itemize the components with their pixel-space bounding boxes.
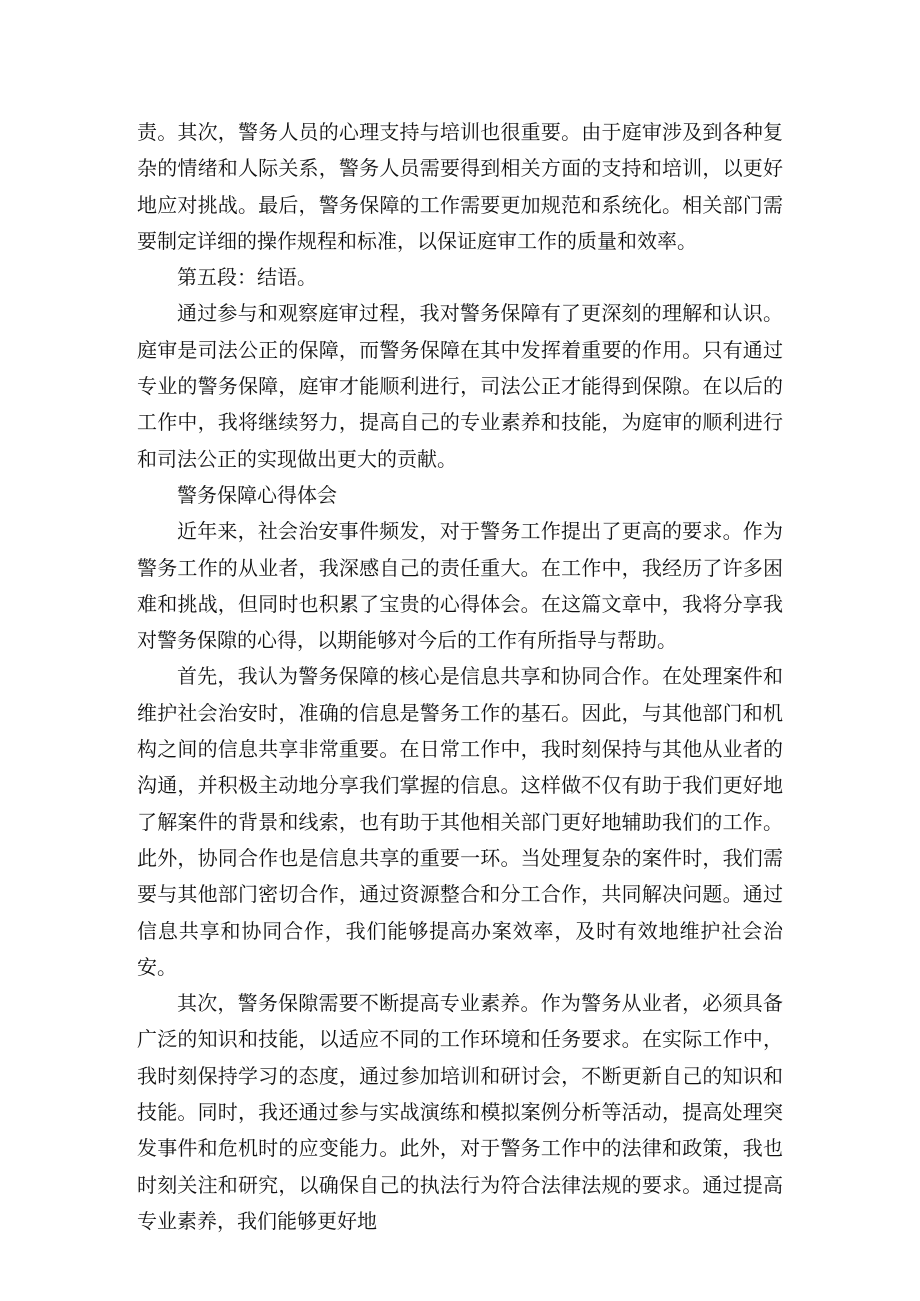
- document-body: [137, 114, 783, 1239]
- paragraph: 警务保障心得体会: [177, 482, 337, 507]
- paragraph: 其次，警务保隙需要不断提高专业素养。作为警务从业者，必须具备广泛的知识和技能，以适应不同的工作环境和任务要求。在实际工作中，我时刻保持学习的态度，通过参加培训和研讨会，不断更新自己的知识和技能。同时，我还通过参与实战演练和模拟案例分析等活动，提高处理突发事件和危机时的应变能力。此外，对于警务工作中的法律和政策，我也时刻关注和研究，以确保自己的执法行为符合法律法规的要求。通过提高专业素养，我们能够更好地: [137, 991, 783, 1233]
- paragraph: 责。其次，警务人员的心理支持与培训也很重要。由于庭审涉及到各种复杂的情绪和人际关系，警务人员需要得到相关方面的支持和培训，以更好地应对挑战。最后，警务保障的工作需要更加规范和系统化。相关部门需要制定详细的操作规程和标准，以保证庭审工作的质量和效率。: [137, 120, 783, 253]
- paragraph: 第五段：结语。: [177, 265, 317, 290]
- paragraph: 近年来，社会治安事件频发，对于警务工作提出了更高的要求。作为警务工作的从业者，我深感自己的责任重大。在工作中，我经历了许多困难和挑战，但同时也积累了宝贵的心得体会。在这篇文章中，我将分享我对警务保隙的心得，以期能够对今后的工作有所指导与帮助。: [137, 519, 783, 653]
- paragraph: 首先，我认为警务保障的核心是信息共享和协同合作。在处理案件和维护社会治安时，准确的信息是警务工作的基石。因此，与其他部门和机构之间的信息共享非常重要。在日常工作中，我时刻保持与其他从业者的沟通，并积极主动地分享我们掌握的信息。这样做不仅有助于我们更好地了解案件的背景和线索，也有助于其他相关部门更好地辅助我们的工作。此外，协同合作也是信息共享的重要一环。当处理复杂的案件时，我们需要与其他部门密切合作，通过资源整合和分工合作，共同解决问题。通过信息共享和协同合作，我们能够提高办案效率，及时有效地维护社会治安。: [137, 664, 783, 979]
- paragraph: 通过参与和观察庭审过程，我对警务保障有了更深刻的理解和认识。庭审是司法公正的保障，而警务保障在其中发挥着重要的作用。只有通过专业的警务保障，庭审才能顺利进行，司法公正才能得到保隙。在以后的工作中，我将继续努力，提高自己的专业素养和技能，为庭审的顺利进行和司法公正的实现做出更大的贡献。: [137, 301, 783, 471]
